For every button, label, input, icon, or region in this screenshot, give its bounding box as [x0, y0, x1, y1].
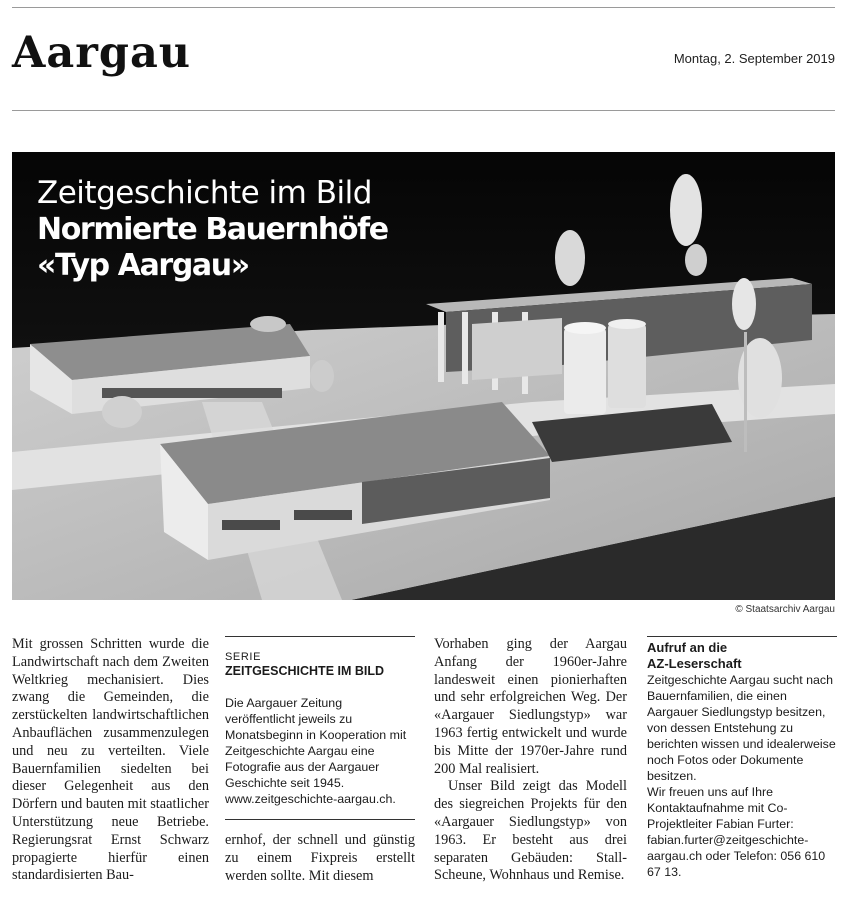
headline-line-1: Normierte Bauernhöfe [37, 212, 388, 247]
issue-date: Montag, 2. September 2019 [673, 51, 835, 66]
article-paragraph: Unser Bild zeigt das Modell des siegreichen Projekts für den «Aargauer Siedlungstyp» von 1963. Er besteht aus drei separaten Gebäuden: Stall-Scheune, Wohnhaus und Remise. [434, 778, 627, 884]
serie-title: ZEITGESCHICHTE IM BILD [225, 664, 385, 678]
serie-label: SERIE [225, 651, 262, 663]
reader-call-box [647, 636, 837, 880]
headline-line-2: «Typ Aargau» [37, 248, 249, 283]
article-paragraph-continued: ernhof, der schnell und günstig zu einem Fixpreis erstellt werden sollte. Mit diesem [225, 832, 415, 884]
reader-call-contact: Wir freuen uns auf Ihre Kontaktaufnahme mit Co-Projektleiter Fabian Furter: fabian.furter@zeitgeschichte-aargau.ch oder Telefon: 056 610 67 13. [647, 785, 826, 879]
article-paragraph: Mit grossen Schritten wurde die Landwirtschaft nach dem Zweiten Weltkrieg mechanisiert. Dies zwang die Gemeinden, die zerstückelten landwirtschaftlichen Anbauflächen zusammenzulegen und neu zu verteilten. Viele Bauernfamilien siedelten bei dieser Gelegenheit aus den Dörfern und bauten mit staatlicher Unterstützung neue Betriebe. Regierungsrat Ernst Schwarz propagierte hierfür einen standardisierten Bau- [12, 636, 209, 884]
photo-credit: © Staatsarchiv Aargau [735, 604, 835, 615]
section-title: Aargau [12, 28, 192, 78]
photo-title-overlay [37, 174, 388, 284]
reader-call-text: Zeitgeschichte Aargau sucht nach Bauernfamilien, die einen Aargauer Siedlungstyp besitzen, von dessen Entstehung zu berichten wissen und idealerweise noch Fotos oder Dokumente besitzen. [647, 673, 836, 783]
reader-call-title-1: Aufruf an die [647, 640, 728, 655]
article-paragraph: Vorhaben ging der Aargau Anfang der 1960er-Jahre landesweit einen pionierhaften und sehr erfolgreichen Weg. Der «Aargauer Siedlungstyp» war 1963 fertig entwickelt und wurde bis Mitte der 1970er-Jahre rund 200 Mal realisiert. [434, 636, 627, 777]
top-rule [12, 7, 835, 8]
series-kicker: Zeitgeschichte im Bild [37, 175, 372, 211]
article-column-2 [225, 636, 415, 885]
reader-call-title-2: AZ-Leserschaft [647, 656, 742, 671]
serie-description: Die Aargauer Zeitung veröffentlicht jeweils zu Monatsbeginn in Kooperation mit Zeitgeschichte Aargau eine Fotografie aus der Aargauer Geschichte seit 1945. www.zeitgeschichte-aargau.ch. [225, 696, 407, 806]
lead-photo [12, 152, 835, 600]
serie-info-box [225, 636, 415, 820]
article-column-3 [434, 636, 627, 885]
header-rule [12, 110, 835, 111]
article-column-1 [12, 636, 209, 885]
